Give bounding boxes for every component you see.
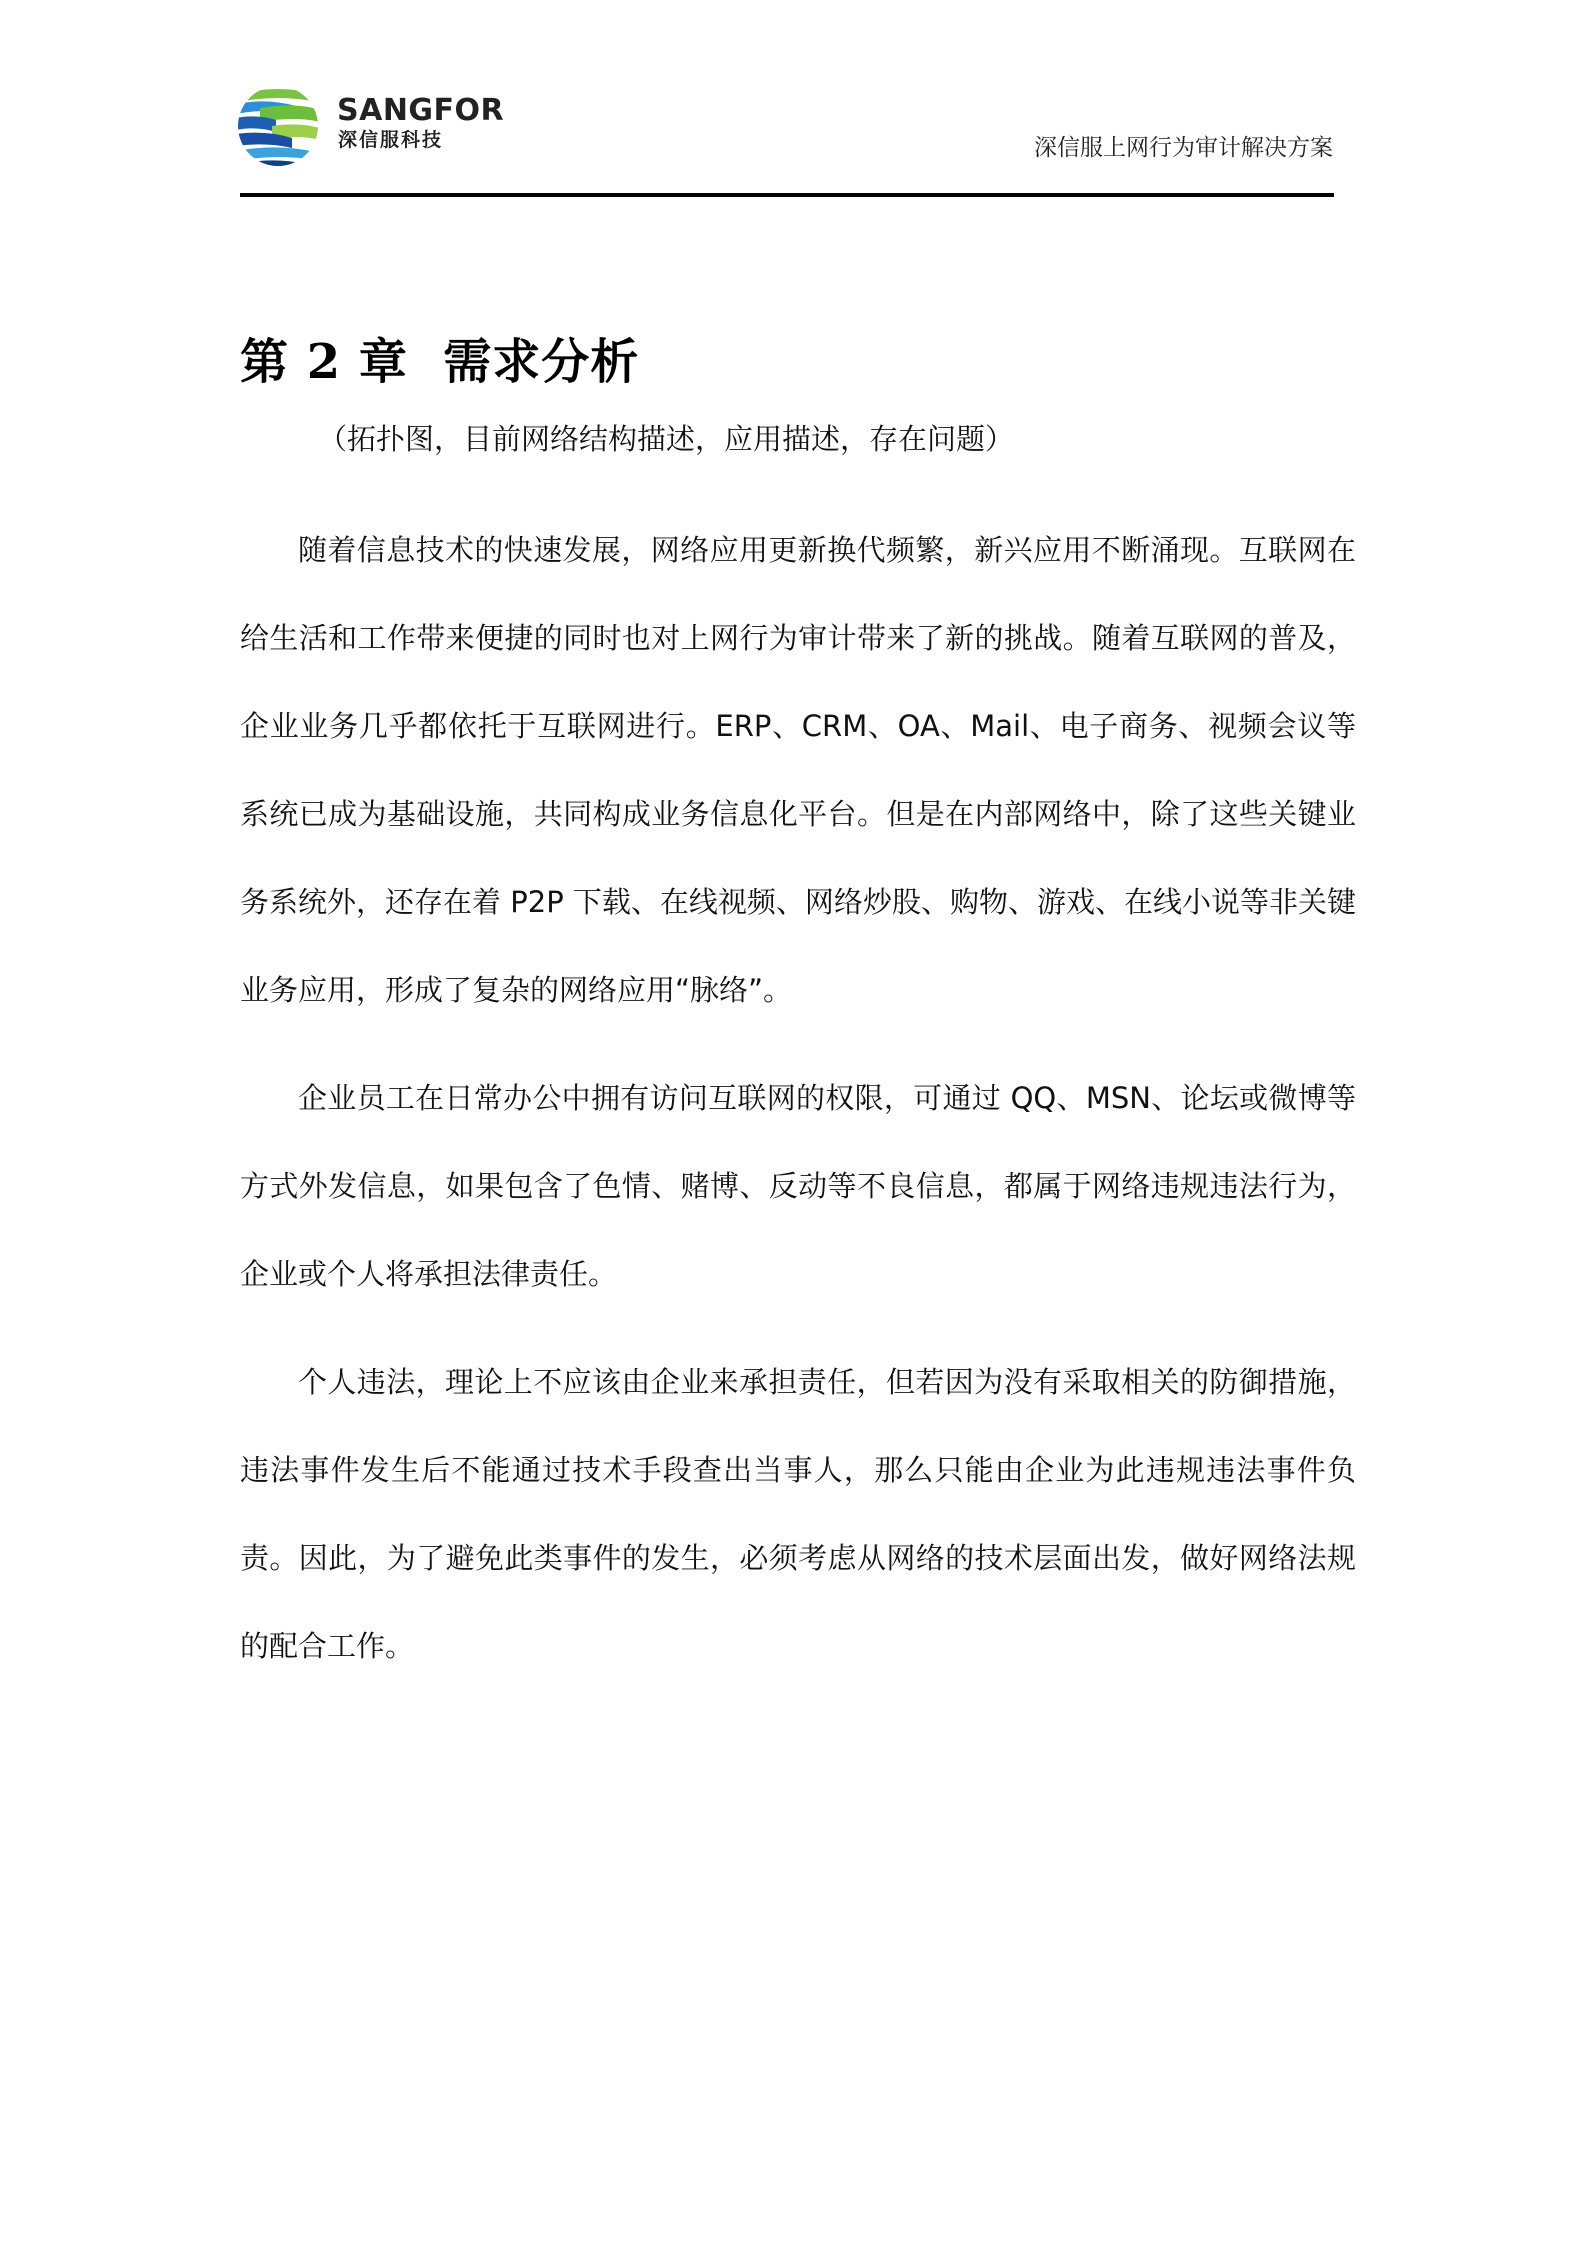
paragraph-employee-access: 企业员工在日常办公中拥有访问互联网的权限，可通过 QQ、MSN、论坛或微博等方式外发信息，如果包含了色情、赌博、反动等不良信息，都属于网络违规违法行为，企业或个人将承担法律责任。 [240,1081,1356,1291]
paragraph-network-apps: 随着信息技术的快速发展，网络应用更新换代频繁，新兴应用不断涌现。互联网在给生活和工作带来便捷的同时也对上网行为审计带来了新的挑战。随着互联网的普及，企业业务几乎都依托于互联网进行。ERP、CRM、OA、Mail、电子商务、视频会议等系统已成为基础设施，共同构成业务信息化平台。但是在内部网络中，除了这些关键业务系统外，还存在着 P2P 下载、在线视频、网络炒股、购物、游戏、在线小说等非关键业务应用，形成了复杂的网络应用“脉络”。 [240,533,1356,1007]
chapter-heading [240,334,640,391]
sangfor-globe-logo-icon [236,84,320,168]
document-title: 深信服上网行为审计解决方案 [1034,135,1333,161]
chapter-subnote: （拓扑图，目前网络结构描述，应用描述，存在问题） [318,422,1015,456]
brand-name-en: SANGFOR [337,93,505,128]
chapter-prefix: 第 [240,334,290,391]
brand-name-cn: 深信服科技 [338,129,444,151]
chapter-number: 2 [306,334,342,391]
paragraph-liability: 个人违法，理论上不应该由企业来承担责任，但若因为没有采取相关的防御措施，违法事件发生后不能通过技术手段查出当事人，那么只能由企业为此违规违法事件负责。因此，为了避免此类事件的发生，必须考虑从网络的技术层面出发，做好网络法规的配合工作。 [240,1365,1356,1663]
chapter-title: 需求分析 [443,334,640,391]
header-divider [240,193,1334,197]
chapter-suffix: 章 [358,334,408,391]
